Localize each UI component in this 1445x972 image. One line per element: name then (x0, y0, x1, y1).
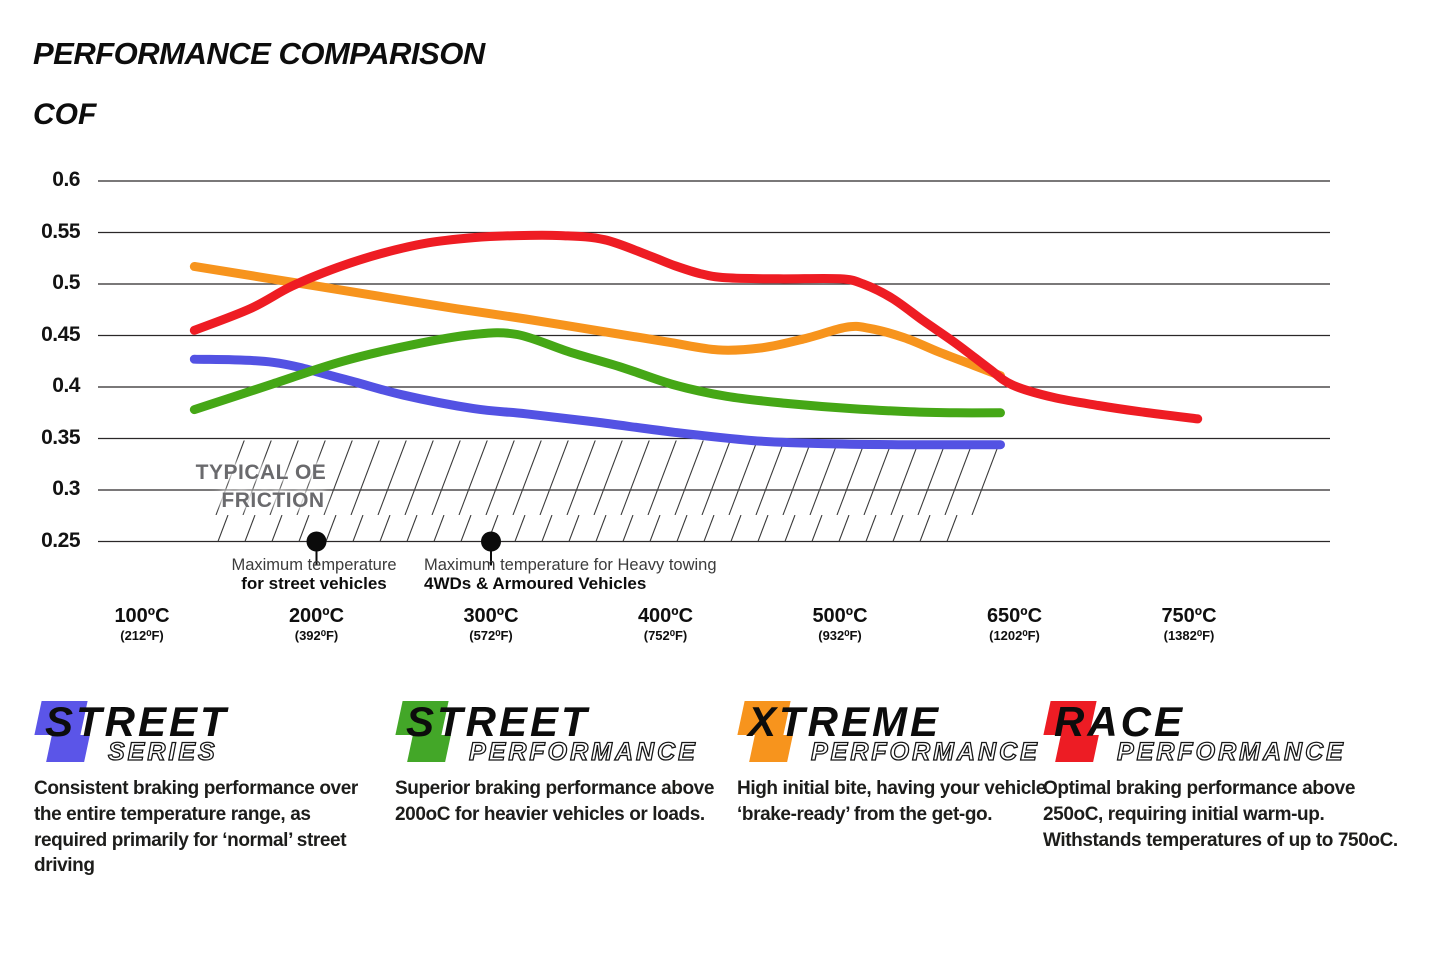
product-description: Consistent braking performance over the entire temperature range, as required primarily for ‘normal’ street driving (34, 778, 358, 877)
product-xtreme-performance (737, 698, 1055, 825)
typical-oe-friction-label (176, 459, 346, 515)
y-tick-0.3: 0.3 (52, 477, 80, 500)
series-street-performance (194, 333, 1000, 413)
logo-word-secondary: PERFORMANCE (1117, 738, 1346, 766)
logo-word-primary: XTREME (748, 698, 942, 745)
y-tick-0.35: 0.35 (41, 425, 80, 449)
logo-word-primary: RACE (1054, 698, 1186, 745)
x-tick-650c: 650ºC (986, 605, 1043, 627)
marker-dot-200c (307, 532, 327, 552)
product-street-series (34, 698, 384, 877)
y-axis-title-cof: COF (33, 98, 97, 131)
x-tick-750c: 750ºC (1161, 605, 1217, 627)
x-tick-400c-fahrenheit: (752⁰F) (643, 628, 688, 643)
product-description: Optimal braking performance above 250oC, requiring initial warm-up. Withstands temperatures of up to 750oC. (1043, 778, 1398, 851)
logo-word-secondary: SERIES (108, 738, 218, 766)
page-title: PERFORMANCE COMPARISON (33, 36, 485, 71)
max-temp-towing-line1: Maximum temperature for Heavy towing (424, 556, 717, 574)
max-temp-street-vehicles-label (184, 556, 444, 594)
x-tick-200c-fahrenheit: (392⁰F) (294, 628, 339, 643)
x-tick-300c: 300ºC (463, 605, 519, 627)
product-description: Superior braking performance above 200oC for heavier vehicles or loads. (395, 778, 714, 825)
max-temp-street-line2: for street vehicles (241, 574, 387, 594)
marker-dot-300c (481, 532, 501, 552)
y-tick-0.25: 0.25 (41, 528, 80, 552)
y-tick-0.45: 0.45 (41, 322, 80, 346)
x-tick-650c-fahrenheit: (1202⁰F) (989, 628, 1040, 643)
x-tick-400c: 400ºC (637, 605, 694, 627)
x-tick-200c: 200ºC (288, 605, 345, 627)
x-tick-750c-fahrenheit: (1382⁰F) (1163, 628, 1215, 643)
logo-word-primary: STREET (406, 698, 590, 745)
product-logo (1043, 698, 1401, 774)
product-race-performance (1043, 698, 1401, 851)
y-tick-0.5: 0.5 (52, 271, 80, 294)
x-tick-500c-fahrenheit: (932⁰F) (818, 628, 862, 643)
y-tick-0.6: 0.6 (52, 168, 80, 191)
x-tick-300c-fahrenheit: (572⁰F) (469, 628, 513, 643)
product-street-performance (395, 698, 727, 825)
max-temp-street-line1: Maximum temperature (231, 556, 397, 574)
max-temp-towing-line2: 4WDs & Armoured Vehicles (424, 574, 647, 594)
x-tick-100c: 100ºC (114, 605, 170, 627)
product-logo (34, 698, 384, 774)
y-tick-0.55: 0.55 (41, 219, 80, 243)
product-description: High initial bite, having your vehicle ‘brake-ready’ from the get-go. (737, 778, 1046, 825)
max-temp-heavy-towing-label (424, 556, 764, 594)
logo-word-secondary: PERFORMANCE (469, 738, 698, 766)
typical-oe-line1: TYPICAL OE (195, 461, 327, 484)
product-logo (395, 698, 727, 774)
y-tick-0.4: 0.4 (52, 374, 80, 397)
typical-oe-line2: FRICTION (221, 488, 325, 512)
x-tick-100c-fahrenheit: (212⁰F) (120, 628, 164, 643)
x-tick-500c: 500ºC (812, 605, 868, 627)
product-logo (737, 698, 1055, 774)
logo-word-primary: STREET (45, 698, 229, 745)
logo-word-secondary: PERFORMANCE (811, 738, 1040, 766)
